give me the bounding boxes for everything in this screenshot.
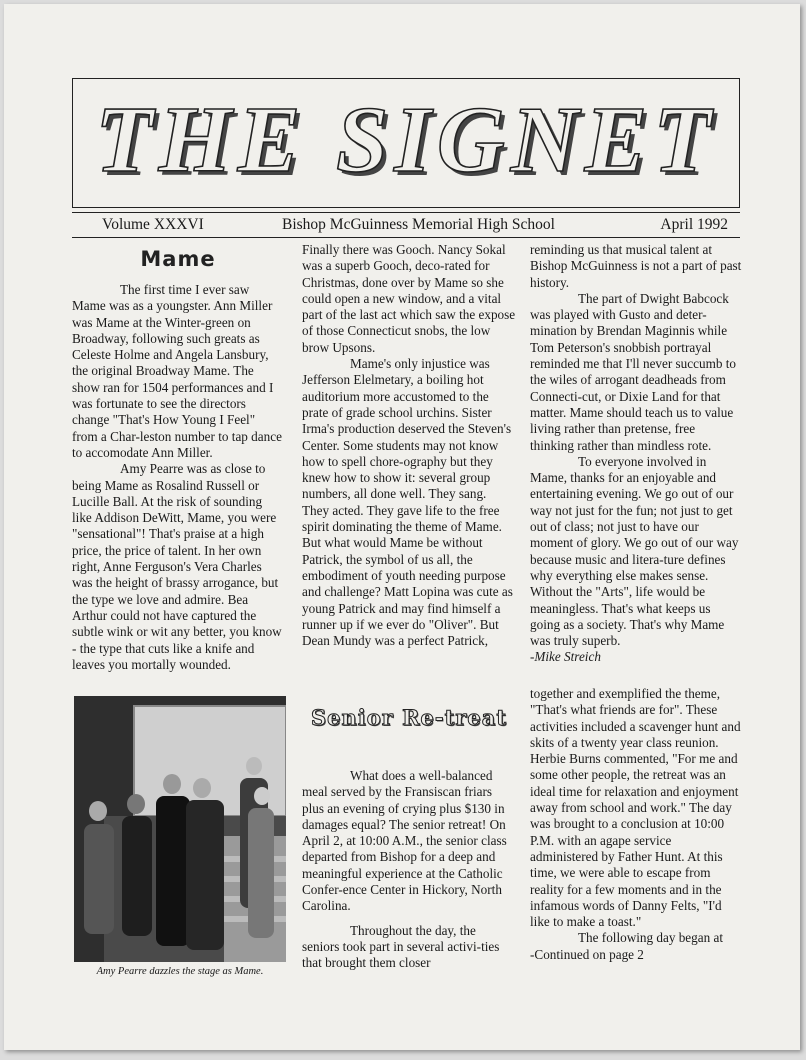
mame-paragraph: reminding us that musical talent at Bishop McGuinness is not a part of past history. (530, 242, 742, 290)
photo-caption: Amy Pearre dazzles the stage as Mame. (96, 966, 264, 977)
continued-note: -Continued on page 2 (530, 946, 644, 962)
retreat-paragraph: What does a well-balanced meal served by the Fransiscan friars plus an evening of crying plus $130 in damages equal? The senior retreat! On April 2, at 10:00 A.M., the senior class departed from Bishop for a deep and meaningful experience at the Catholic Confer-ence Center in Hickory, North Carolina. (302, 768, 507, 914)
issue-info-bar (72, 212, 740, 238)
retreat-headline: Senior Re-treat (310, 705, 508, 730)
article-signature: -Mike Streich (530, 649, 601, 665)
mame-paragraph: Finally there was Gooch. Nancy Sokal was a superb Gooch, deco-rated for Christmas, done over by Mame so she could open a new window, and a vital part of the last act which saw the expose of those Connecticut snobs, the low brow Upsons. (302, 242, 516, 355)
volume-label: Volume XXXVI (102, 216, 204, 233)
mame-paragraph: The first time I ever saw Mame was as a youngster. Ann Miller was Mame at the Winter-green on Broadway, following such greats as Celeste Holme and Angela Lansbury, the original Broadway Mame. The show ran for 1504 performances and I was fortunate to see the directors change "That's How Young I Feel" from a Char-leston number to tap dance to accomodate Ann Miller. (72, 282, 282, 460)
stage-photo (74, 696, 286, 962)
mame-column-2 (302, 242, 516, 649)
retreat-column-1 (302, 768, 516, 972)
masthead-title: THE SIGNET (95, 88, 717, 192)
retreat-paragraph: Throughout the day, the seniors took part in several activi-ties that brought them closer (302, 922, 500, 971)
mame-column-3 (530, 242, 742, 666)
school-name: Bishop McGuinness Memorial High School (282, 216, 555, 233)
newspaper-page (4, 4, 800, 1050)
masthead (72, 78, 740, 208)
issue-date: April 1992 (660, 216, 728, 233)
retreat-paragraph: The following day began at (578, 930, 724, 946)
stage-photo-illustration (74, 696, 286, 962)
mame-column-1 (72, 246, 284, 673)
mame-paragraph: Amy Pearre was as close to being Mame as Rosalind Russell or Lucille Ball. At the risk of sounding like Addison DeWitt, Mame, you were "sensational"! That's praise at a high price, the price of talent. In her own right, Anne Ferguson's Vera Charles was the height of brassy arrogance, but the type we love and admire. Bea Arthur could not have captured the subtle wink or wit any better, you know - the type that cuts like a knife and leaves you mortally wounded. (72, 461, 282, 672)
mame-paragraph: To everyone involved in Mame, thanks for an enjoyable and entertaining evening. We go out of our way not just for the fun; not just to get out of class; not just to have our moment of glory. We go out of our way because music and litera-ture defines why everything else makes sense. Without the "Arts", life would be meaningless. That's what keeps us going as a society. That's why Mame was truly superb. (530, 453, 739, 649)
mame-paragraph: Mame's only injustice was Jefferson Elelmetary, a boiling hot auditorium more accustomed to the prate of grade school urchins. Sister Irma's production deserved the Steven's Center. Some students may not know how to spell chore-ography but they knew how to show it: several group numbers, all done well. They sang. They acted. They gave life to the free spirit dominating the theme of Mame. But what would Mame be without Patrick, the symbol of us all, the embodiment of youth needing purpose and challenge? Matt Lopina was cute as young Patrick and may find himself a runner up if we ever do "Oliver". But Dean Mundy was a perfect Patrick, (302, 356, 513, 649)
mame-paragraph: The part of Dwight Babcock was played with Gusto and deter-mination by Brendan Maginnis while Tom Peterson's snobbish portrayal reminded me that I'll never succumb to the wiles of arrogant deadheads from Connecti-cut, or Dixie Land for that matter. Mame should teach us to value living rather than pretense, free thinking rather than mindless rote. (530, 290, 736, 453)
retreat-column-2 (530, 686, 742, 963)
mame-headline: Mame (140, 247, 216, 271)
retreat-paragraph: together and exemplified the theme, "That's what friends are for". These activities included a scavenger hunt and skits of a twenty year class reunion. Herbie Burns commented, "For me and some other people, the retreat was an ideal time for relaxation and enjoyment away from school and work." The day was brought to a conclusion at 10:00 P.M. with an agape service administered by Father Hunt. At this time, we were able to escape from reality for a few moments and in the infamous words of Danny Felts, "I'd like to make a toast." (530, 686, 741, 930)
